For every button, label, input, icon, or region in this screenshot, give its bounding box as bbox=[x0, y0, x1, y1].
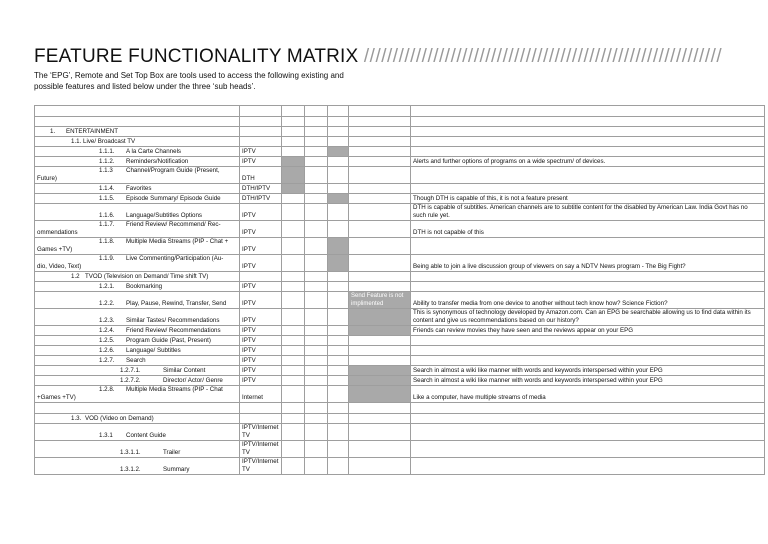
table-row: 1.2.4. Friend Review/ Recommendations IPTV Friends can review movies they have seen and the reviews appear on your EPG bbox=[35, 326, 765, 336]
table-row: 1.1.4. Favorites DTH/IPTV bbox=[35, 184, 765, 194]
table-row: 1.1.3 Channel/Program Guide (Present, Future) DTH bbox=[35, 167, 765, 184]
table-row: 1.2.6. Language/ Subtitles IPTV bbox=[35, 346, 765, 356]
table-row: 1.1.2. Reminders/Notification IPTV Alerts and further options of programs on a wide spectrum/ of devices. bbox=[35, 157, 765, 167]
table-row: 1.1.9. Live Commenting/Participation (Au- dio, Video, Text) IPTV Being able to join a live discussion group of viewers on say a NDTV News program - The Big Fight? bbox=[35, 255, 765, 272]
table-row: 1.1.8. Multiple Media Streams (PIP - Chat + Games +TV) IPTV bbox=[35, 238, 765, 255]
table-row: 1.3. VOD (Video on Demand) bbox=[35, 414, 765, 424]
table-row: 1.2.3. Similar Tastes/ Recommendations IPTV This is synonymous of technology developed by Amazon.com. Can an EPG be searchable allowing us to find data within its content and give us recommendations based on our history? bbox=[35, 309, 765, 326]
table-row bbox=[35, 403, 765, 414]
table-row: 1.2.2. Play, Pause, Rewind, Transfer, Send IPTV Send Feature is not implimented Ability to transfer media from one device to another without tech know how? Science Fiction? bbox=[35, 292, 765, 309]
table-row bbox=[35, 117, 765, 127]
intro-text: The ‘EPG’, Remote and Set Top Box are tools used to access the following existing and possible features and listed below under the three ‘sub heads’. bbox=[34, 71, 344, 91]
table-row: 1.1. Live/ Broadcast TV bbox=[35, 137, 765, 147]
table-row: 1.2.1. Bookmarking IPTV bbox=[35, 282, 765, 292]
table-row: 1.3.1 Content Guide IPTV/Internet TV bbox=[35, 424, 765, 441]
table-row: 1.2.5. Program Guide (Past, Present) IPTV bbox=[35, 336, 765, 346]
table-row: 1.3.1.2. Summary IPTV/Internet TV bbox=[35, 458, 765, 475]
table-row: 1.2.7.1. Similar Content IPTV Search in almost a wiki like manner with words and keywords interspersed within your EPG bbox=[35, 366, 765, 376]
table-row: 1.2.7.2. Director/ Actor/ Genre IPTV Search in almost a wiki like manner with words and keywords interspersed within your EPG bbox=[35, 376, 765, 386]
feature-matrix bbox=[34, 105, 765, 475]
table-row: 1. ENTERTAINMENT bbox=[35, 127, 765, 137]
page-title: FEATURE FUNCTIONALITY MATRIX ////////////////////////////////////////////////////////////// bbox=[34, 46, 723, 67]
table-row bbox=[35, 106, 765, 117]
table-row: 1.1.6. Language/Subtitles Options IPTV DTH is capable of subtitles. American channels are to subtitle content for the disabled by American Law. India Govt has no such rule yet. bbox=[35, 204, 765, 221]
table-row: 1.3.1.1. Trailer IPTV/Internet TV bbox=[35, 441, 765, 458]
table-row: 1.2.7. Search IPTV bbox=[35, 356, 765, 366]
table-row: 1.1.7. Friend Review/ Recommend/ Rec- ommendations IPTV DTH is not capable of this bbox=[35, 221, 765, 238]
title-decoration: ////////////////////////////////////////////////////////////// bbox=[363, 46, 723, 67]
table-row: 1.1.5. Episode Summary/ Episode Guide DTH/IPTV Though DTH is capable of this, it is not a feature present bbox=[35, 194, 765, 204]
table-row: 1.2.8. Multiple Media Streams (PIP - Chat +Games +TV) Internet Like a computer, have multiple streams of media bbox=[35, 386, 765, 403]
table-row: 1.2 TVOD (Television on Demand/ Time shift TV) bbox=[35, 272, 765, 282]
table-row: 1.1.1. A la Carte Channels IPTV bbox=[35, 147, 765, 157]
status-badge: Send Feature is not implimented bbox=[349, 292, 411, 309]
